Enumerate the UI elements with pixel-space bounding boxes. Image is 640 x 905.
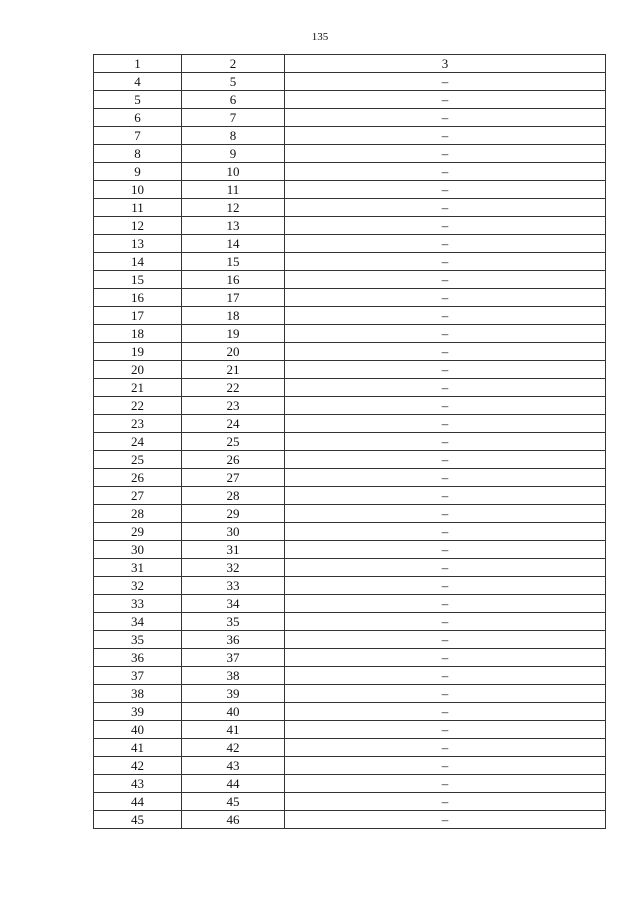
table-row xyxy=(94,559,606,577)
table-cell-col-3: – xyxy=(285,721,606,739)
table-row xyxy=(94,667,606,685)
table-cell-col-1: 25 xyxy=(94,451,182,469)
table-cell-col-2: 38 xyxy=(182,667,285,685)
table-cell-col-2: 23 xyxy=(182,397,285,415)
table-row xyxy=(94,163,606,181)
table-row xyxy=(94,91,606,109)
table-cell-col-3: – xyxy=(285,163,606,181)
table-cell-col-2: 42 xyxy=(182,739,285,757)
table-row xyxy=(94,235,606,253)
table-cell-col-3: – xyxy=(285,253,606,271)
table-row xyxy=(94,451,606,469)
table-cell-col-3: – xyxy=(285,505,606,523)
table-cell-col-3: – xyxy=(285,271,606,289)
table-row xyxy=(94,703,606,721)
table-cell-col-3: – xyxy=(285,289,606,307)
table-row xyxy=(94,649,606,667)
table-cell-col-3: – xyxy=(285,91,606,109)
table-cell-col-2: 10 xyxy=(182,163,285,181)
table-cell-col-2: 40 xyxy=(182,703,285,721)
table-cell-col-2: 27 xyxy=(182,469,285,487)
table-cell-col-1: 31 xyxy=(94,559,182,577)
table-cell-col-1: 9 xyxy=(94,163,182,181)
table-cell-col-3: – xyxy=(285,649,606,667)
table-cell-col-3: – xyxy=(285,811,606,829)
table-cell-col-3: – xyxy=(285,775,606,793)
table-cell-col-2: 15 xyxy=(182,253,285,271)
table-cell-col-1: 34 xyxy=(94,613,182,631)
table-cell-col-1: 10 xyxy=(94,181,182,199)
table-cell-col-2: 33 xyxy=(182,577,285,595)
table-cell-col-3: – xyxy=(285,307,606,325)
table-row xyxy=(94,739,606,757)
table-cell-col-1: 44 xyxy=(94,793,182,811)
table-cell-col-2: 20 xyxy=(182,343,285,361)
table-row xyxy=(94,613,606,631)
table-cell-col-1: 8 xyxy=(94,145,182,163)
table-cell-col-1: 11 xyxy=(94,199,182,217)
table-cell-col-2: 26 xyxy=(182,451,285,469)
table-cell-col-1: 6 xyxy=(94,109,182,127)
table-cell-col-3: – xyxy=(285,487,606,505)
table-cell-col-1: 16 xyxy=(94,289,182,307)
table-row xyxy=(94,487,606,505)
table-cell-col-1: 45 xyxy=(94,811,182,829)
table-cell-col-2: 8 xyxy=(182,127,285,145)
table-cell-col-3: – xyxy=(285,433,606,451)
table-row xyxy=(94,631,606,649)
table-cell-col-1: 36 xyxy=(94,649,182,667)
table-cell-col-2: 30 xyxy=(182,523,285,541)
table-cell-col-2: 24 xyxy=(182,415,285,433)
table-cell-col-2: 16 xyxy=(182,271,285,289)
table-cell-col-3: – xyxy=(285,325,606,343)
table-cell-col-2: 2 xyxy=(182,55,285,73)
table-cell-col-2: 5 xyxy=(182,73,285,91)
table-cell-col-2: 7 xyxy=(182,109,285,127)
table-row xyxy=(94,271,606,289)
table-row xyxy=(94,145,606,163)
table-cell-col-1: 32 xyxy=(94,577,182,595)
table-row xyxy=(94,397,606,415)
table-row xyxy=(94,181,606,199)
table-cell-col-1: 1 xyxy=(94,55,182,73)
table-cell-col-2: 31 xyxy=(182,541,285,559)
table-cell-col-1: 15 xyxy=(94,271,182,289)
table-row xyxy=(94,811,606,829)
table-cell-col-1: 37 xyxy=(94,667,182,685)
table-cell-col-1: 5 xyxy=(94,91,182,109)
table-cell-col-3: – xyxy=(285,181,606,199)
table-cell-col-2: 45 xyxy=(182,793,285,811)
table-cell-col-1: 30 xyxy=(94,541,182,559)
table-cell-col-3: – xyxy=(285,541,606,559)
table-cell-col-3: – xyxy=(285,523,606,541)
table-cell-col-2: 21 xyxy=(182,361,285,379)
table-cell-col-3: – xyxy=(285,451,606,469)
table-cell-col-1: 18 xyxy=(94,325,182,343)
table-cell-col-2: 44 xyxy=(182,775,285,793)
table-cell-col-2: 39 xyxy=(182,685,285,703)
table-body xyxy=(94,55,606,829)
table-row xyxy=(94,577,606,595)
table-cell-col-2: 22 xyxy=(182,379,285,397)
table-cell-col-1: 39 xyxy=(94,703,182,721)
table-cell-col-3: – xyxy=(285,235,606,253)
table-row xyxy=(94,595,606,613)
table-cell-col-2: 19 xyxy=(182,325,285,343)
table-row xyxy=(94,127,606,145)
table-cell-col-3: – xyxy=(285,739,606,757)
table-row xyxy=(94,307,606,325)
table-row xyxy=(94,217,606,235)
table-cell-col-1: 29 xyxy=(94,523,182,541)
table-row xyxy=(94,433,606,451)
table-cell-col-2: 12 xyxy=(182,199,285,217)
data-table xyxy=(93,54,606,829)
table-cell-col-1: 7 xyxy=(94,127,182,145)
table-cell-col-1: 21 xyxy=(94,379,182,397)
table-row xyxy=(94,73,606,91)
table-row xyxy=(94,541,606,559)
table-row xyxy=(94,415,606,433)
table-cell-col-1: 41 xyxy=(94,739,182,757)
table-cell-col-3: – xyxy=(285,631,606,649)
table-cell-col-3: – xyxy=(285,109,606,127)
table-cell-col-1: 13 xyxy=(94,235,182,253)
table-cell-col-3: – xyxy=(285,577,606,595)
table-cell-col-2: 9 xyxy=(182,145,285,163)
table-cell-col-2: 29 xyxy=(182,505,285,523)
table-cell-col-3: – xyxy=(285,127,606,145)
table-cell-col-1: 22 xyxy=(94,397,182,415)
table-cell-col-2: 43 xyxy=(182,757,285,775)
table-row xyxy=(94,793,606,811)
table-cell-col-1: 4 xyxy=(94,73,182,91)
table-cell-col-1: 40 xyxy=(94,721,182,739)
table-row xyxy=(94,343,606,361)
table-cell-col-2: 25 xyxy=(182,433,285,451)
table-cell-col-2: 11 xyxy=(182,181,285,199)
table-cell-col-1: 12 xyxy=(94,217,182,235)
table-row xyxy=(94,109,606,127)
table-cell-col-1: 23 xyxy=(94,415,182,433)
table-cell-col-1: 35 xyxy=(94,631,182,649)
table-cell-col-1: 26 xyxy=(94,469,182,487)
table-row xyxy=(94,523,606,541)
table-cell-col-3: – xyxy=(285,793,606,811)
table-cell-col-1: 27 xyxy=(94,487,182,505)
table-cell-col-3: – xyxy=(285,361,606,379)
table-row xyxy=(94,757,606,775)
table-cell-col-3: – xyxy=(285,469,606,487)
table-row xyxy=(94,721,606,739)
table-cell-col-3: – xyxy=(285,217,606,235)
table-cell-col-3: – xyxy=(285,379,606,397)
table-cell-col-3: – xyxy=(285,703,606,721)
page-number: 135 xyxy=(311,31,329,43)
table-row xyxy=(94,199,606,217)
table-cell-col-3: – xyxy=(285,415,606,433)
table-cell-col-2: 46 xyxy=(182,811,285,829)
table-header-row xyxy=(94,55,606,73)
table-cell-col-1: 20 xyxy=(94,361,182,379)
table-row xyxy=(94,289,606,307)
table-cell-col-1: 42 xyxy=(94,757,182,775)
table-cell-col-2: 14 xyxy=(182,235,285,253)
table-cell-col-2: 6 xyxy=(182,91,285,109)
table-row xyxy=(94,685,606,703)
table-cell-col-2: 41 xyxy=(182,721,285,739)
table-cell-col-2: 35 xyxy=(182,613,285,631)
table-cell-col-3: – xyxy=(285,613,606,631)
table-cell-col-1: 19 xyxy=(94,343,182,361)
table-cell-col-3: – xyxy=(285,397,606,415)
table-cell-col-3: – xyxy=(285,145,606,163)
table-row xyxy=(94,325,606,343)
table-cell-col-3: – xyxy=(285,559,606,577)
table-cell-col-3: – xyxy=(285,343,606,361)
table-cell-col-2: 28 xyxy=(182,487,285,505)
table-cell-col-1: 17 xyxy=(94,307,182,325)
table-row xyxy=(94,379,606,397)
table-cell-col-3: – xyxy=(285,685,606,703)
table-cell-col-2: 36 xyxy=(182,631,285,649)
table-cell-col-2: 18 xyxy=(182,307,285,325)
table-cell-col-2: 37 xyxy=(182,649,285,667)
table-row xyxy=(94,775,606,793)
table-cell-col-1: 33 xyxy=(94,595,182,613)
table-cell-col-2: 34 xyxy=(182,595,285,613)
table-row xyxy=(94,469,606,487)
table-cell-col-2: 32 xyxy=(182,559,285,577)
table-cell-col-3: – xyxy=(285,667,606,685)
table-row xyxy=(94,253,606,271)
table-cell-col-1: 38 xyxy=(94,685,182,703)
table-row xyxy=(94,505,606,523)
table-cell-col-3: – xyxy=(285,73,606,91)
table-cell-col-1: 24 xyxy=(94,433,182,451)
table-cell-col-2: 17 xyxy=(182,289,285,307)
table-cell-col-3: – xyxy=(285,757,606,775)
table-cell-col-1: 43 xyxy=(94,775,182,793)
table-cell-col-3: – xyxy=(285,595,606,613)
table-cell-col-1: 14 xyxy=(94,253,182,271)
table-row xyxy=(94,361,606,379)
table-cell-col-1: 28 xyxy=(94,505,182,523)
table-cell-col-3: – xyxy=(285,199,606,217)
table-cell-col-3: 3 xyxy=(285,55,606,73)
table-cell-col-2: 13 xyxy=(182,217,285,235)
